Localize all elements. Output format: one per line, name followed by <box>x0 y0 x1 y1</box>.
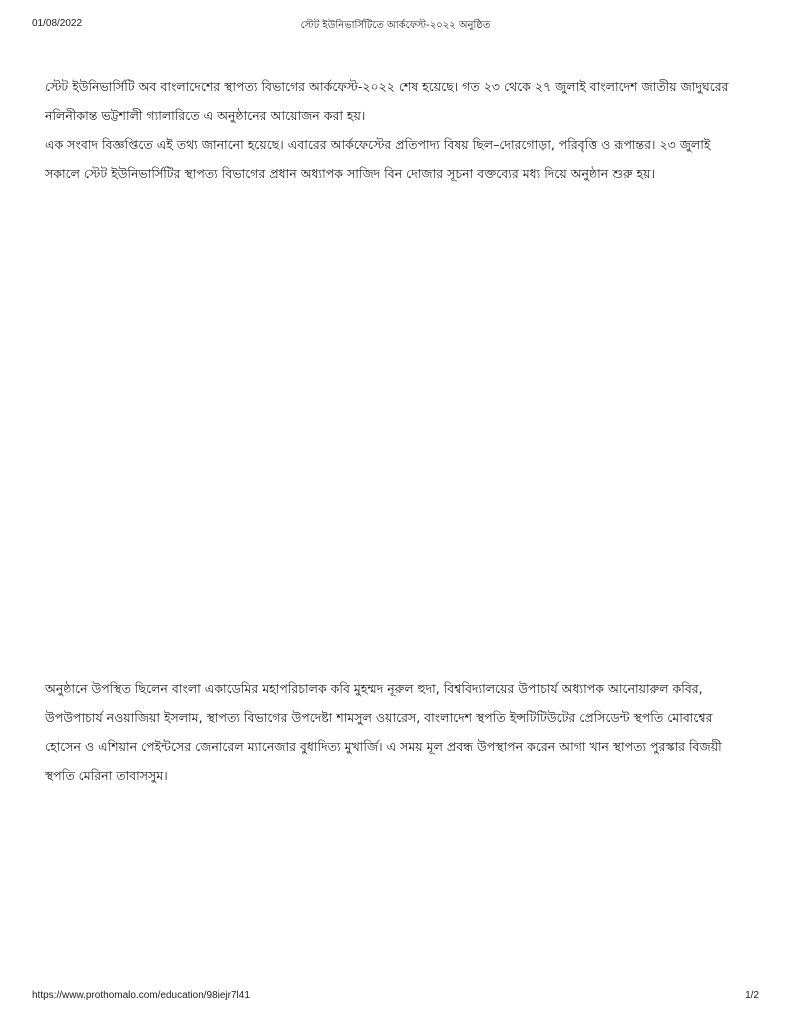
print-date: 01/08/2022 <box>32 18 83 29</box>
article-body-bottom <box>45 674 745 790</box>
article-body-top <box>45 72 745 188</box>
page-header <box>32 18 759 34</box>
article-paragraph: এক সংবাদ বিজ্ঞপ্তিতে এই তথ্য জানানো হয়েছে। এবারের আর্কফেস্টের প্রতিপাদ্য বিষয় ছিল–দোরগোড়া, পরিবৃত্তি ও রূপান্তর। ২৩ জুলাই সকালে স্টেট ইউনিভার্সিটির স্থাপত্য বিভাগের প্রধান অধ্যাপক সাজিদ বিন দোজার সূচনা বক্তব্যের মধ্য দিয়ে অনুষ্ঠান শুরু হয়। <box>45 137 711 181</box>
page-footer <box>32 990 759 1004</box>
page-number: 1/2 <box>745 990 759 1001</box>
article-paragraph: অনুষ্ঠানে উপস্থিত ছিলেন বাংলা একাডেমির মহাপরিচালক কবি মুহম্মদ নূরুল হুদা, বিশ্ববিদ্যালয়ের উপাচার্য অধ্যাপক আনোয়ারুল কবির, উপউপাচার্য নওয়াজিয়া ইসলাম, স্থাপত্য বিভাগের উপদেষ্টা শামসুল ওয়ারেস, বাংলাদেশ স্থপতি ইন্সটিটিউটের প্রেসিডেন্ট স্থপতি মোবাশ্বের হোসেন ও এশিয়ান পেইন্টসের জেনারেল ম্যানেজার বুধাদিত্য মুখার্জি। এ সময় মূল প্রবন্ধ উপস্থাপন করেন আগা খান স্থাপত্য পুরস্কার বিজয়ী স্থপতি মেরিনা তাবাসসুম। <box>45 681 722 783</box>
source-url-link[interactable]: https://www.prothomalo.com/education/98iejr7l41 <box>32 990 250 1001</box>
page-title: স্টেট ইউনিভার্সিটিতে আর্কফেস্ট-২০২২ অনুষ্ঠিত <box>300 20 491 31</box>
article-paragraph: স্টেট ইউনিভার্সিটি অব বাংলাদেশের স্থাপত্য বিভাগের আর্কফেস্ট-২০২২ শেষ হয়েছে। গত ২৩ থেকে ২৭ জুলাই বাংলাদেশ জাতীয় জাদুঘরের নলিনীকান্ত ভট্টশালী গ্যালারিতে এ অনুষ্ঠানের আয়োজন করা হয়। <box>45 79 729 123</box>
